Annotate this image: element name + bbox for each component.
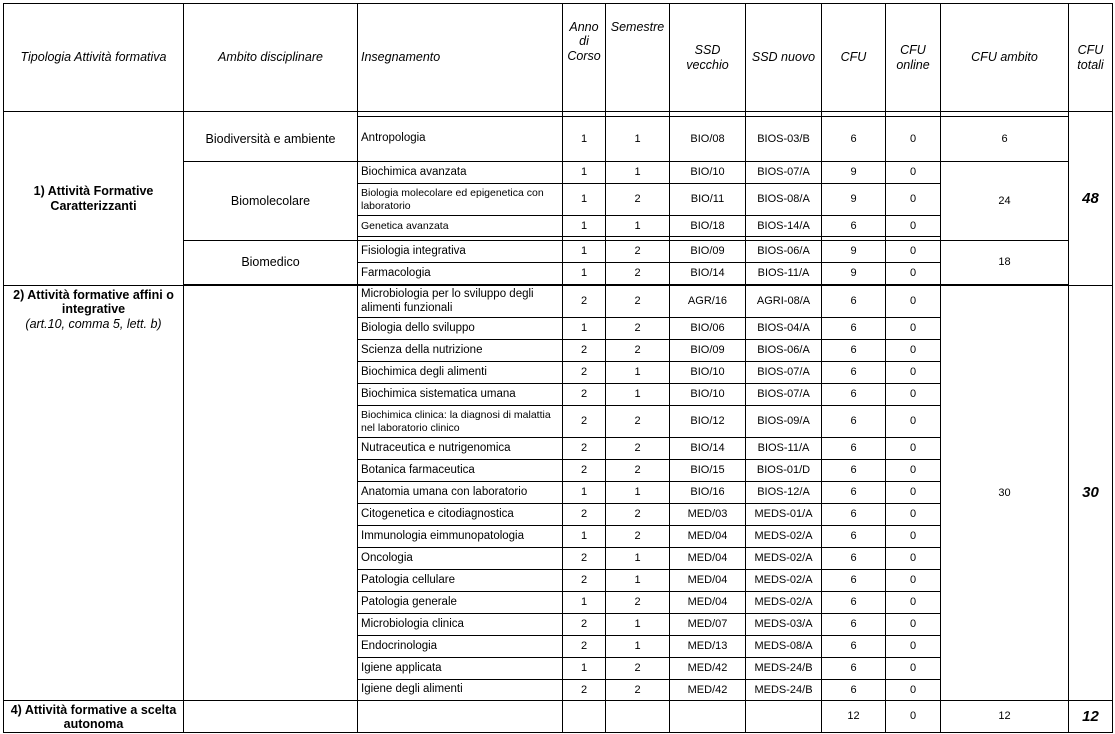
cfu-online: 0 — [886, 636, 941, 658]
affini-body — [4, 286, 1113, 701]
ssd-nuovo: BIOS-11/A — [746, 438, 822, 460]
anno: 1 — [563, 216, 606, 237]
insegnamento: Genetica avanzata — [358, 216, 563, 237]
insegnamento: Anatomia umana con laboratorio — [358, 482, 563, 504]
semestre: 2 — [606, 241, 670, 263]
ambito-biomolecolare: Biomolecolare — [184, 162, 358, 241]
ssd-vecchio: MED/04 — [670, 570, 746, 592]
header-tipologia: Tipologia Attività formativa — [4, 4, 184, 112]
header-cfu-online: CFU online — [886, 4, 941, 112]
header-row — [4, 4, 1113, 112]
header-ambito: Ambito disciplinare — [184, 4, 358, 112]
cfu-online: 0 — [886, 614, 941, 636]
header-anno: Anno di Corso — [563, 4, 606, 112]
ssd-nuovo: BIOS-06/A — [746, 241, 822, 263]
anno: 2 — [563, 406, 606, 438]
cfu: 6 — [822, 548, 886, 570]
ssd-nuovo: BIOS-07/A — [746, 362, 822, 384]
header-cfu-totali: CFU totali — [1069, 4, 1113, 112]
ssd-vecchio: BIO/14 — [670, 438, 746, 460]
insegnamento: Biochimica degli alimenti — [358, 362, 563, 384]
ssd-vecchio: BIO/09 — [670, 340, 746, 362]
ambito-affini — [184, 286, 358, 701]
anno: 1 — [563, 592, 606, 614]
cfu-online: 0 — [886, 384, 941, 406]
anno: 2 — [563, 636, 606, 658]
ssd-vecchio: BIO/10 — [670, 362, 746, 384]
scelta-body — [4, 701, 1113, 733]
cfu: 6 — [822, 658, 886, 680]
cfu: 6 — [822, 482, 886, 504]
anno: 2 — [563, 362, 606, 384]
insegnamento: Microbiologia per lo sviluppo degli alimenti funzionali — [358, 286, 563, 318]
insegnamento: Nutraceutica e nutrigenomica — [358, 438, 563, 460]
cfu: 6 — [822, 286, 886, 318]
insegnamento: Patologia cellulare — [358, 570, 563, 592]
ssd-vecchio: BIO/08 — [670, 117, 746, 162]
anno: 2 — [563, 548, 606, 570]
cfu: 6 — [822, 384, 886, 406]
insegnamento: Scienza della nutrizione — [358, 340, 563, 362]
anno: 1 — [563, 658, 606, 680]
cfu-online: 0 — [886, 570, 941, 592]
ssd-vecchio: BIO/11 — [670, 184, 746, 216]
cfu-ambito-scelta: 12 — [941, 701, 1069, 733]
cfu: 6 — [822, 614, 886, 636]
anno: 1 — [563, 162, 606, 184]
cfu-online: 0 — [886, 438, 941, 460]
cfu-online: 0 — [886, 406, 941, 438]
cfu: 6 — [822, 406, 886, 438]
cfu-online: 0 — [886, 263, 941, 285]
cfu-online: 0 — [886, 592, 941, 614]
ssd-nuovo: BIOS-14/A — [746, 216, 822, 237]
ssd-nuovo: MEDS-08/A — [746, 636, 822, 658]
semestre: 1 — [606, 636, 670, 658]
ssd-nuovo: BIOS-12/A — [746, 482, 822, 504]
cfu: 6 — [822, 526, 886, 548]
anno: 1 — [563, 526, 606, 548]
anno: 2 — [563, 286, 606, 318]
ssd-vecchio: MED/04 — [670, 548, 746, 570]
cfu-online: 0 — [886, 680, 941, 701]
insegnamento: Oncologia — [358, 548, 563, 570]
ssd-nuovo: MEDS-02/A — [746, 548, 822, 570]
cfu: 6 — [822, 570, 886, 592]
semestre: 2 — [606, 263, 670, 285]
insegnamento: Igiene degli alimenti — [358, 680, 563, 701]
cfu: 9 — [822, 162, 886, 184]
cfu: 6 — [822, 340, 886, 362]
anno: 2 — [563, 614, 606, 636]
section-affini — [4, 286, 184, 701]
cfu-online: 0 — [886, 482, 941, 504]
ssd-nuovo: BIOS-03/B — [746, 117, 822, 162]
ssd-vecchio: MED/04 — [670, 526, 746, 548]
cfu-online: 0 — [886, 701, 941, 733]
ssd-nuovo: MEDS-02/A — [746, 570, 822, 592]
cfu-ambito-biomedico: 18 — [941, 241, 1069, 285]
ssd-nuovo: MEDS-24/B — [746, 680, 822, 701]
cfu: 6 — [822, 636, 886, 658]
cfu-online: 0 — [886, 184, 941, 216]
ssd-vecchio: BIO/10 — [670, 384, 746, 406]
header-ssd-vecchio: SSD vecchio — [670, 4, 746, 112]
ssd-vecchio: AGR/16 — [670, 286, 746, 318]
insegnamento: Patologia generale — [358, 592, 563, 614]
header-ssd-nuovo: SSD nuovo — [746, 4, 822, 112]
cfu: 6 — [822, 318, 886, 340]
cfu-ambito-affini: 30 — [941, 286, 1069, 701]
insegnamento: Citogenetica e citodiagnostica — [358, 504, 563, 526]
anno: 2 — [563, 680, 606, 701]
table-body — [4, 112, 1113, 286]
cfu-online: 0 — [886, 117, 941, 162]
anno: 1 — [563, 184, 606, 216]
ssd-vecchio: MED/03 — [670, 504, 746, 526]
semestre: 2 — [606, 318, 670, 340]
insegnamento: Immunologia eimmunopatologia — [358, 526, 563, 548]
semestre: 2 — [606, 680, 670, 701]
semestre: 2 — [606, 592, 670, 614]
anno: 2 — [563, 384, 606, 406]
anno: 1 — [563, 241, 606, 263]
ssd-vecchio: BIO/10 — [670, 162, 746, 184]
cfu-totali-scelta: 12 — [1069, 701, 1113, 733]
table-row — [4, 701, 1113, 733]
insegnamento: Biochimica clinica: la diagnosi di malattia nel laboratorio clinico — [358, 406, 563, 438]
semestre: 1 — [606, 362, 670, 384]
semestre: 1 — [606, 570, 670, 592]
ssd-nuovo: MEDS-02/A — [746, 526, 822, 548]
anno: 1 — [563, 482, 606, 504]
ssd-nuovo: BIOS-07/A — [746, 162, 822, 184]
header-insegnamento: Insegnamento — [358, 4, 563, 112]
ssd-nuovo: MEDS-02/A — [746, 592, 822, 614]
curriculum-table — [3, 3, 1113, 733]
insegnamento: Farmacologia — [358, 263, 563, 285]
ssd-vecchio: BIO/14 — [670, 263, 746, 285]
semestre: 1 — [606, 162, 670, 184]
section-note: (art.10, comma 5, lett. b) — [25, 316, 162, 331]
cfu-totali-caratterizzanti: 48 — [1069, 112, 1113, 286]
semestre: 1 — [606, 216, 670, 237]
ssd-vecchio: BIO/16 — [670, 482, 746, 504]
ssd-vecchio: MED/13 — [670, 636, 746, 658]
ssd-nuovo: MEDS-24/B — [746, 658, 822, 680]
ambito-biodiversita: Biodiversità e ambiente — [184, 117, 358, 162]
cfu-online: 0 — [886, 216, 941, 237]
semestre: 2 — [606, 658, 670, 680]
cfu-online: 0 — [886, 318, 941, 340]
semestre: 2 — [606, 406, 670, 438]
cfu: 6 — [822, 592, 886, 614]
semestre: 2 — [606, 286, 670, 318]
cfu: 9 — [822, 263, 886, 285]
ssd-vecchio: MED/04 — [670, 592, 746, 614]
cfu: 6 — [822, 680, 886, 701]
insegnamento: Igiene applicata — [358, 658, 563, 680]
ssd-nuovo: BIOS-09/A — [746, 406, 822, 438]
ssd-vecchio: MED/07 — [670, 614, 746, 636]
cfu: 6 — [822, 216, 886, 237]
anno: 1 — [563, 117, 606, 162]
cfu: 6 — [822, 460, 886, 482]
ssd-vecchio: BIO/15 — [670, 460, 746, 482]
cfu: 6 — [822, 362, 886, 384]
cfu-online: 0 — [886, 162, 941, 184]
ssd-vecchio: BIO/06 — [670, 318, 746, 340]
section-label: 1) Attività Formative Caratterizzanti — [33, 184, 154, 213]
cfu: 12 — [822, 701, 886, 733]
table-row — [4, 286, 1113, 318]
cfu-online: 0 — [886, 362, 941, 384]
section-label: 2) Attività formative affini o integrative — [13, 288, 174, 317]
semestre: 2 — [606, 504, 670, 526]
cfu: 6 — [822, 117, 886, 162]
anno: 1 — [563, 263, 606, 285]
ssd-nuovo: BIOS-07/A — [746, 384, 822, 406]
cfu-online: 0 — [886, 286, 941, 318]
semestre: 1 — [606, 482, 670, 504]
semestre: 2 — [606, 340, 670, 362]
cfu-ambito-biomolecolare: 24 — [941, 162, 1069, 241]
header-semestre: Semestre — [606, 4, 670, 112]
ssd-nuovo: MEDS-03/A — [746, 614, 822, 636]
cfu-online: 0 — [886, 526, 941, 548]
insegnamento: Antropologia — [358, 117, 563, 162]
ssd-vecchio: MED/42 — [670, 658, 746, 680]
ambito-biomedico: Biomedico — [184, 241, 358, 285]
semestre: 1 — [606, 384, 670, 406]
insegnamento: Botanica farmaceutica — [358, 460, 563, 482]
ssd-nuovo: BIOS-04/A — [746, 318, 822, 340]
insegnamento: Endocrinologia — [358, 636, 563, 658]
section-caratterizzanti — [4, 112, 184, 286]
semestre: 1 — [606, 548, 670, 570]
ssd-nuovo: BIOS-06/A — [746, 340, 822, 362]
anno: 2 — [563, 438, 606, 460]
semestre: 2 — [606, 438, 670, 460]
semestre: 2 — [606, 526, 670, 548]
cfu-online: 0 — [886, 504, 941, 526]
anno: 2 — [563, 460, 606, 482]
anno: 1 — [563, 318, 606, 340]
ssd-nuovo: MEDS-01/A — [746, 504, 822, 526]
cfu-online: 0 — [886, 658, 941, 680]
ssd-nuovo: BIOS-01/D — [746, 460, 822, 482]
semestre: 2 — [606, 460, 670, 482]
cfu: 9 — [822, 241, 886, 263]
insegnamento: Biologia dello sviluppo — [358, 318, 563, 340]
cfu-ambito-biodiversita: 6 — [941, 117, 1069, 162]
cfu-online: 0 — [886, 460, 941, 482]
cfu-totali-affini: 30 — [1069, 286, 1113, 701]
anno: 2 — [563, 504, 606, 526]
ssd-vecchio: BIO/12 — [670, 406, 746, 438]
insegnamento: Biochimica avanzata — [358, 162, 563, 184]
insegnamento: Microbiologia clinica — [358, 614, 563, 636]
insegnamento: Fisiologia integrativa — [358, 241, 563, 263]
ssd-vecchio: MED/42 — [670, 680, 746, 701]
semestre: 1 — [606, 117, 670, 162]
ssd-vecchio: BIO/18 — [670, 216, 746, 237]
cfu: 6 — [822, 504, 886, 526]
ssd-vecchio: BIO/09 — [670, 241, 746, 263]
anno: 2 — [563, 570, 606, 592]
insegnamento: Biochimica sistematica umana — [358, 384, 563, 406]
ssd-nuovo: BIOS-11/A — [746, 263, 822, 285]
section-scelta: 4) Attività formative a scelta autonoma — [4, 701, 184, 733]
cfu-online: 0 — [886, 241, 941, 263]
cfu: 6 — [822, 438, 886, 460]
semestre: 1 — [606, 614, 670, 636]
cfu-online: 0 — [886, 548, 941, 570]
header-cfu: CFU — [822, 4, 886, 112]
semestre: 2 — [606, 184, 670, 216]
cfu: 9 — [822, 184, 886, 216]
ssd-nuovo: BIOS-08/A — [746, 184, 822, 216]
insegnamento: Biologia molecolare ed epigenetica con laboratorio — [358, 184, 563, 216]
cfu-online: 0 — [886, 340, 941, 362]
ssd-nuovo: AGRI-08/A — [746, 286, 822, 318]
header-cfu-ambito: CFU ambito — [941, 4, 1069, 112]
anno: 2 — [563, 340, 606, 362]
